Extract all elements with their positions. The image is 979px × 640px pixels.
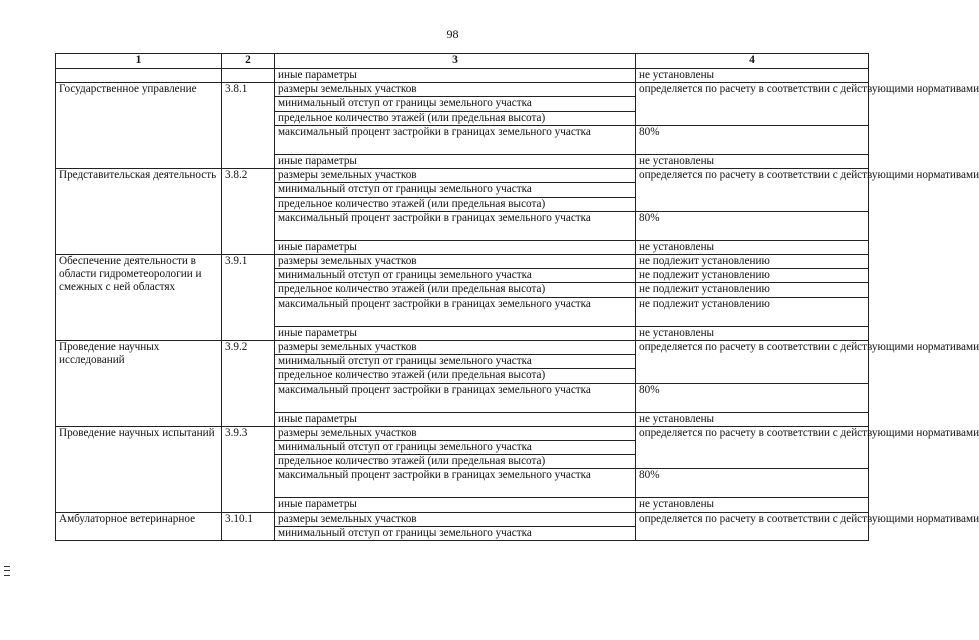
param-cell: предельное количество этажей (или предельная высота) [275,283,636,297]
param-cell: размеры земельных участков [275,426,636,440]
param-cell: размеры земельных участков [275,340,636,354]
value-cell: не установлены [636,326,869,340]
value-cell: не подлежит установлению [636,254,869,268]
value-cell: не установлены [636,240,869,254]
regulations-table [55,53,979,541]
use-code-cell: 3.10.1 [222,512,275,540]
value-cell: 80% [636,211,869,240]
param-cell: размеры земельных участков [275,169,636,183]
value-cell: не установлены [636,69,869,83]
param-cell: минимальный отступ от границы земельного участка [275,440,636,454]
param-cell: минимальный отступ от границы земельного участка [275,97,636,111]
param-cell: иные параметры [275,326,636,340]
value-cell: не установлены [636,498,869,512]
table-row [56,340,869,354]
value-cell: не подлежит установлению [636,269,869,283]
table-row [56,512,869,526]
column-header-4: 4 [636,54,869,69]
table-row [56,83,869,97]
param-cell: иные параметры [275,154,636,168]
value-cell: не подлежит установлению [636,283,869,297]
value-cell: не установлены [636,154,869,168]
table-row [56,426,869,440]
value-cell: определяется по расчету в соответствии с действующими нормативами [636,83,869,126]
param-cell: максимальный процент застройки в границах земельного участка [275,211,636,240]
value-cell: не установлены [636,412,869,426]
param-cell: минимальный отступ от границы земельного участка [275,183,636,197]
param-cell: максимальный процент застройки в границах земельного участка [275,297,636,326]
param-cell: размеры земельных участков [275,254,636,268]
param-cell: размеры земельных участков [275,512,636,526]
margin-mark [4,566,10,576]
param-cell: минимальный отступ от границы земельного участка [275,355,636,369]
param-cell: иные параметры [275,240,636,254]
use-code-cell: 3.8.1 [222,83,275,169]
param-cell: иные параметры [275,69,636,83]
use-code-cell: 3.9.1 [222,254,275,340]
table-row [56,69,869,83]
value-cell: определяется по расчету в соответствии с действующими нормативами [636,340,869,383]
use-name-cell: Обеспечение деятельности в области гидрометеорологии и смежных с ней областях [56,254,222,340]
table-row [56,169,869,183]
param-cell: максимальный процент застройки в границах земельного участка [275,125,636,154]
param-cell: предельное количество этажей (или предельная высота) [275,369,636,383]
value-cell: 80% [636,125,869,154]
param-cell: максимальный процент застройки в границах земельного участка [275,383,636,412]
param-cell: предельное количество этажей (или предельная высота) [275,455,636,469]
column-header-1: 1 [56,54,222,69]
param-cell: максимальный процент застройки в границах земельного участка [275,469,636,498]
use-code-cell: 3.9.2 [222,340,275,426]
column-header-3: 3 [275,54,636,69]
use-name-cell: Проведение научных испытаний [56,426,222,512]
name-cell [56,69,222,83]
value-cell: определяется по расчету в соответствии с действующими нормативами [636,426,869,469]
use-code-cell: 3.9.3 [222,426,275,512]
param-cell: размеры земельных участков [275,83,636,97]
page-number: 98 [446,27,459,41]
column-header-2: 2 [222,54,275,69]
value-cell: определяется по расчету в соответствии с действующими нормативами [636,512,869,540]
param-cell: минимальный отступ от границы земельного участка [275,269,636,283]
value-cell: 80% [636,383,869,412]
table-row [56,254,869,268]
use-name-cell: Проведение научных исследований [56,340,222,426]
header-row [56,54,869,69]
value-cell: не подлежит установлению [636,297,869,326]
use-name-cell: Государственное управление [56,83,222,169]
code-cell [222,69,275,83]
value-cell: 80% [636,469,869,498]
use-name-cell: Амбулаторное ветеринарное [56,512,222,540]
use-name-cell: Представительская деятельность [56,169,222,255]
param-cell: предельное количество этажей (или предельная высота) [275,111,636,125]
param-cell: минимальный отступ от границы земельного участка [275,526,636,540]
use-code-cell: 3.8.2 [222,169,275,255]
param-cell: иные параметры [275,412,636,426]
param-cell: предельное количество этажей (или предельная высота) [275,197,636,211]
param-cell: иные параметры [275,498,636,512]
value-cell: определяется по расчету в соответствии с действующими нормативами [636,169,869,212]
